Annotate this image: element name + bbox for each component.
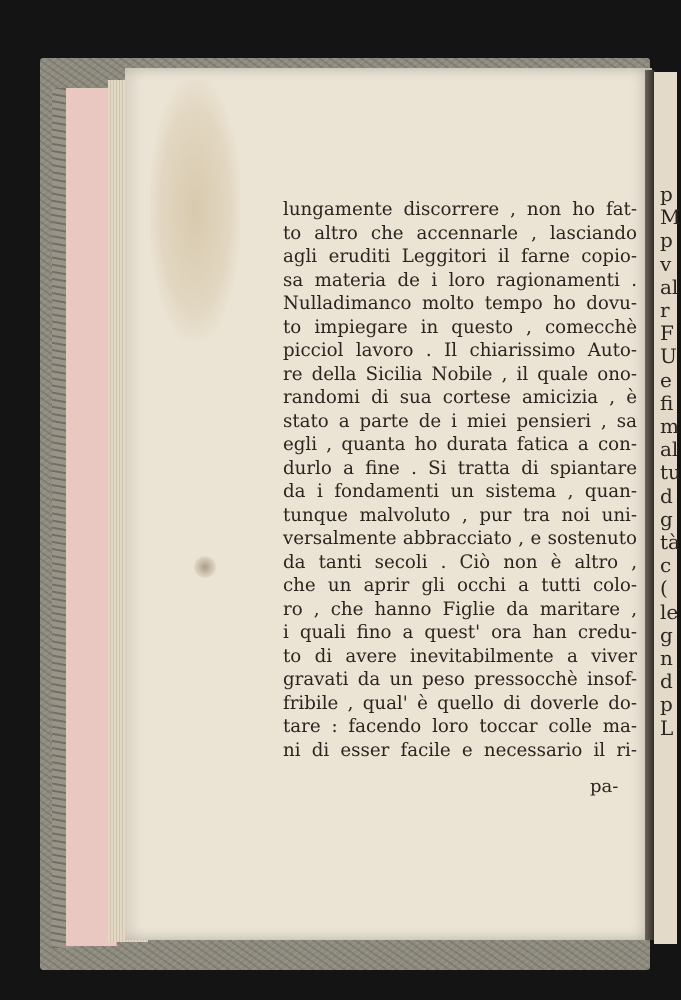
text-line: ro , che hanno Figlie da maritare , [283, 598, 637, 620]
text-line: tunque malvoluto , pur tra noi uni- [283, 504, 637, 526]
text-line: to di avere inevitabilmente a viver [283, 645, 637, 667]
facing-page-fragment: p [660, 182, 673, 206]
text-line: versalmente abbracciato , e sostenuto [283, 528, 637, 549]
text-line: da tanti secoli . Ciò non è altro , [283, 551, 637, 573]
text-line: durlo a fine . Si tratta di spiantare [283, 457, 637, 479]
facing-page-fragment: ( [660, 576, 668, 601]
facing-page-fragment: tà [660, 530, 680, 554]
facing-page [654, 72, 681, 944]
text-line: tare : facendo loro toccar colle ma- [283, 716, 637, 737]
facing-page-fragment: c [660, 553, 672, 578]
catchword: pa- [590, 776, 619, 797]
text-line: re della Sicilia Nobile , il quale ono- [283, 363, 637, 385]
facing-page-fragment: e [660, 367, 672, 392]
facing-page-fragment: p [660, 228, 673, 253]
facing-page-fragment: al [660, 437, 679, 462]
facing-page-fragment: g [660, 622, 673, 647]
text-line: egli , quanta ho durata fatica a con- [283, 434, 637, 455]
facing-page-fragment: v [660, 251, 672, 276]
text-line: fribile , qual' è quello di doverle do- [283, 692, 637, 714]
text-line: ni di esser facile e necessario il ri- [283, 739, 637, 761]
text-line: che un aprir gli occhi a tutti colo- [283, 575, 637, 596]
text-line: stato a parte de i miei pensieri , sa [283, 410, 637, 432]
facing-page-fragment: L [660, 715, 674, 740]
text-line: picciol lavoro . Il chiarissimo Auto- [283, 340, 637, 361]
facing-page-fragment: n [660, 646, 673, 670]
facing-page-fragment: d [660, 669, 673, 694]
text-line: da i fondamenti un sistema , quan- [283, 481, 637, 502]
text-line: to impiegare in questo , comecchè [283, 316, 637, 338]
facing-page-fragment: al [660, 274, 679, 299]
water-stain [150, 80, 240, 340]
text-line: randomi di sua cortese amicizia , è [283, 387, 637, 408]
text-line: Nulladimanco molto tempo ho dovu- [283, 293, 637, 314]
text-line: sa materia de i loro ragionamenti . [283, 269, 637, 291]
facing-page-fragment: le [660, 599, 679, 624]
text-line: gravati da un peso pressocchè insof- [283, 669, 637, 690]
page-text [283, 198, 643, 762]
facing-page-fragment: d [660, 483, 673, 508]
facing-page-fragment: U [660, 344, 677, 369]
text-line: lungamente discorrere , non ho fat- [283, 199, 637, 220]
text-line: agli eruditi Leggitori il farne copio- [283, 246, 637, 267]
facing-page-fragment: r [660, 298, 670, 322]
facing-page-fragment: F [660, 321, 674, 346]
text-line: to altro che accennarle , lasciando [283, 222, 637, 244]
facing-page-fragment: tu [660, 460, 681, 485]
facing-page-fragment: M [660, 205, 681, 230]
foxing-spot [194, 556, 216, 578]
facing-page-fragment: fi [660, 390, 674, 415]
facing-page-fragment: p [660, 692, 673, 717]
facing-page-fragment: g [660, 506, 673, 531]
facing-page-fragment: m [660, 414, 679, 438]
text-line: i quali fino a quest' ora han credu- [283, 622, 637, 643]
